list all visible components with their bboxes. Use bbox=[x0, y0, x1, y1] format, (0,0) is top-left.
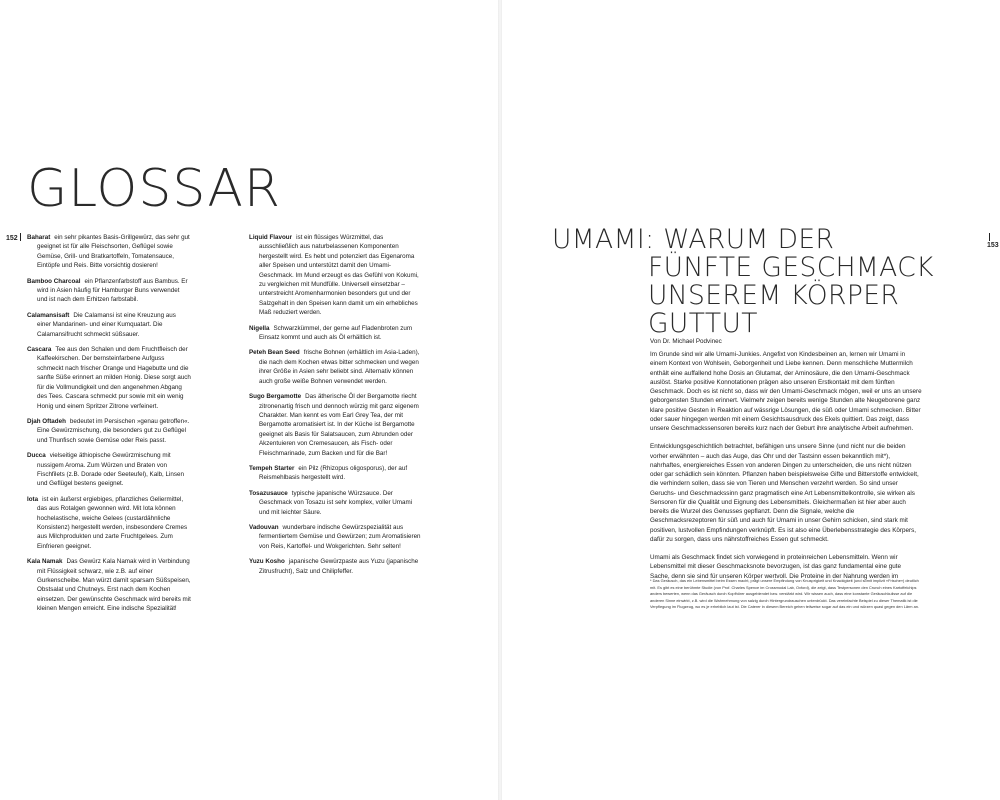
glossary-definition: Tee aus den Schalen und dem Fruchtfleisch der Kaffeekirschen. Der bernsteinfarbene Aufguss schmeckt nach frischer Orange und Hagebutte und die sanfte Süße erinnert an milden Honig. Diese sorgt auch für die Vollmundigkeit und den angenehmen Abgang des Tees. Cascara schmeckt pur sowie mit ein wenig Honig und einem Spritzer Zitrone verfeinert. bbox=[37, 346, 191, 410]
glossary-entry bbox=[249, 233, 424, 318]
article-title-line: FÜNFTE GESCHMACK bbox=[648, 252, 934, 283]
glossary-definition: Das ätherische Öl der Bergamotte riecht zitronenartig frisch und dennoch würzig mit ganz eigenem Charakter. Man kennt es vom Earl Grey Tea, der mit Bergamotte aromatisiert ist. In der Küche ist Bergamotte geeignet als Basis für Salatsaucen, zum Abrunden oder Akzentuieren von Cremesaucen, als Fisch- oder Fleischmarinade, zum Backen und für die Bar! bbox=[259, 393, 419, 457]
glossary-term: Sugo Bergamotte bbox=[249, 393, 302, 401]
glossary-entry bbox=[249, 464, 424, 483]
glossary-entry bbox=[27, 233, 191, 271]
glossary-entry bbox=[27, 451, 191, 489]
article-title-line: GUTTUT bbox=[648, 308, 758, 339]
glossary-definition: wunderbare indische Gewürzspezialität aus fermentiertem Gemüse und Gewürzen; zum Aromatisieren von Reis, Kartoffel- und Wokgerichten. Sehr selten! bbox=[259, 523, 421, 550]
footnote: * Das Geräusch, das ein Lebensmittel beim Essen macht, prägt unsere Empfindung von Knusprigkeit und Knackigkeit (und somit implizit »Frische«) deutlich mit. Es gibt es eine berühmte Studie (von Prof. Charles Spence im Crossmodal Lab, Oxford), die zeigt, dass Testpersonen den Crunch eines Kartoffelchips anders bewerten, wenn das Geräusch durch Kopfhörer ausgeblendet bzw. verstärkt wird. Wir wissen auch, dass eine konstante Geräuschkulisse auf die anderen Sinne einwirkt, z.B. wird die Wahrnehmung von salzig durch Hintergrundrauschen unterdrückt. Das vereinfachte Beispiel zu dieser Thematik ist die Verpflegung im Flugzeug, wo es je erheblich laut ist. Die Caterer in diesem Bereich gehen teilweise sogar auf das ein und würzen quasi gegen den Lärm an. bbox=[650, 578, 920, 610]
glossary-entry bbox=[249, 489, 424, 517]
glossary-definition: ein Pilz (Rhizopus oligosporus), der auf Reismehlbasis hergestellt wird. bbox=[259, 464, 408, 482]
glossary-entry bbox=[27, 277, 191, 305]
left-page bbox=[0, 0, 498, 800]
glossary-term: Cascara bbox=[27, 346, 52, 354]
glossary-term: Kala Namak bbox=[27, 558, 63, 566]
glossary-definition: ist ein flüssiges Würzmittel, das ausschließlich aus naturbelassenen Komponenten hergestellt wird. Es hebt und potenziert das Eigenaroma aller Speisen und unterstützt damit den Umami-Geschmack. Im Mund erzeugt es das Gefühl von Kokumi, zu vergleichen mit Mundfülle. Universell einsetzbar – unterstreicht Aromenharmonien besonders gut und der Salzgehalt in den Speisen kann damit um ein erhebliches Maß reduziert werden. bbox=[259, 234, 419, 317]
glossary-term: Liquid Flavour bbox=[249, 234, 293, 241]
glossary-definition: ein Pflanzenfarbstoff aus Bambus. Er wird in Asien häufig für Hamburger Buns verwendet und ist nach dem Erhitzen farbstabil. bbox=[37, 277, 188, 304]
glossary-term: Djah Oftadeh bbox=[27, 417, 66, 425]
glossary-definition: vielseitige äthiopische Gewürzmischung mit nussigem Aroma. Zum Würzen und Braten von Fischfilets (z.B. Dorade oder Seeteufel), Kalb, Linsen und Geflügel bestens geeignet. bbox=[37, 452, 184, 488]
glossary-definition: typische japanische Würzsauce. Der Geschmack von Tosazu ist sehr komplex, voller Umami und mit leichter Säure. bbox=[259, 489, 413, 516]
glossary-definition: Schwarzkümmel, der gerne auf Fladenbroten zum Einsatz kommt und auch als Öl erhältlich ist. bbox=[259, 324, 413, 342]
glossary-term: Yuzu Kosho bbox=[249, 558, 285, 566]
author-byline: Von Dr. Michael Podvinec bbox=[650, 338, 722, 345]
article-paragraph: Im Grunde sind wir alle Umami-Junkies. Angefixt von Kindesbeinen an, lernen wir Umami in einem Kontext von Wohlsein, Geborgenheit und Liebe kennen. Denn menschliche Muttermilch enthält eine auffallend hohe Dosis an Glutamat, der Aminosäure, die den Umami-Geschmack auslöst. Starke positive Konnotationen prägen also unseren Erstkontakt mit dem fünften Geschmack. Doch es ist nicht so, dass wir den Umami-Geschmack mögen, weil er uns an unsere geborgensten Stunden erinnert. Vielmehr zeigen bereits wenige Stunden alte Neugeborene ganz klare positive Gesten in Reaktion auf wässrige Lösungen, die süß oder Umami schmecken. Bitter oder sauer hingegen werden mit einem Gesichtsausdruck des Ekels quittiert. Das zeigt, dass unsere Geschmackssensoren bereits kurz nach der Geburt ihre analytische Arbeit aufnehmen. bbox=[650, 351, 922, 432]
glossary-entry bbox=[249, 557, 424, 576]
glossary-term: Tosazusauce bbox=[249, 489, 288, 497]
glossary-term: Peteh Bean Seed bbox=[249, 349, 300, 357]
glossary-entry bbox=[249, 324, 424, 343]
glossary-entry bbox=[27, 495, 191, 551]
glossary-term: Baharat bbox=[27, 234, 51, 241]
page-number-right bbox=[987, 233, 1000, 249]
page-number-left-value: 152 bbox=[6, 235, 18, 242]
page-number-right-value: 153 bbox=[987, 242, 999, 249]
article-title-line: UMAMI: WARUM DER bbox=[552, 224, 835, 255]
glossary-column-1 bbox=[27, 233, 191, 620]
glossary-definition: ein sehr pikantes Basis-Grillgewürz, das sehr gut geeignet ist für alle Fleischsorten, Geflügel sowie Gemüse, Grill- und Bratkartoffeln, Tomatensauce, Eintöpfe und Reis. Bitte vorsichtig dosieren! bbox=[37, 234, 190, 270]
glossary-term: Iota bbox=[27, 495, 39, 503]
article-paragraph: Entwicklungsgeschichtlich betrachtet, befähigen uns unsere Sinne (und nicht nur die beiden vorher erwähnten – auch das Auge, das Ohr und der Tastsinn essen bekanntlich mit*), nahrhaftes, energiereiches Essen von anderen Dingen zu unterscheiden, die uns nicht nützen oder gar schädlich sein könnten. Pflanzen haben beispielsweise Gifte und Bitterstoffe entwickelt, die verhindern sollen, dass sie von Tieren und Menschen verzehrt werden. So sind unser Geruchs- und Geschmackssinn ganz pragmatisch eine Art Lebensmittelkontrolle, sie wirken als Sensoren für die Qualität und Eignung des Lebensmittels. Gleichermaßen ist hier aber auch bereits die Wurzel des Genusses gepflanzt. Denn die Signale, welche die Geschmacksrezeptoren für süß und auch für Umami in unser Gehirn schicken, sind stark mit positiven, lustvollen Empfindungen verknüpft. Es ist also eine Überlebensstrategie des Körpers, dafür zu sorgen, dass uns nährstoffreiches Essen gut schmeckt. bbox=[650, 443, 919, 543]
glossary-term: Ducca bbox=[27, 452, 46, 460]
glossary-term: Vadouvan bbox=[249, 523, 279, 531]
glossary-entry bbox=[249, 348, 424, 386]
glossary-definition: japanische Gewürzpaste aus Yuzu (japanische Zitrusfrucht), Salz und Chilipfeffer. bbox=[259, 558, 419, 575]
glossary-entry bbox=[249, 523, 424, 551]
glossary-entry bbox=[27, 557, 191, 613]
article-title-line: UNSEREM KÖRPER bbox=[648, 280, 900, 311]
glossary-term: Tempeh Starter bbox=[249, 464, 295, 472]
glossary-column-2 bbox=[249, 233, 424, 582]
glossary-definition: Die Calamansi ist eine Kreuzung aus einer Mandarinen- und einer Kumquatart. Die Calamansifrucht schmeckt süßsauer. bbox=[37, 311, 176, 338]
page-number-left bbox=[6, 233, 23, 242]
glossary-entry bbox=[27, 345, 191, 411]
glossary-definition: Das Gewürz Kala Namak wird in Verbindung mit Flüssigkeit schwarz, wie z.B. auf einer Gurkenscheibe. Man würzt damit sparsam Süßspeisen, Obstsalat und Chutneys. Erst nach dem Kochen einsetzen. Der gewünschte Geschmack wird bereits mit kleinen Mengen erreicht. Eine indische Spezialität! bbox=[37, 558, 191, 613]
page-number-divider bbox=[20, 233, 21, 241]
glossary-title: GLOSSAR bbox=[27, 159, 282, 219]
article-title bbox=[552, 226, 934, 338]
glossary-definition: ist ein äußerst ergiebiges, pflanzliches Geliermittel, das aus Rotalgen gewonnen wird. Mit Iota können hochelastische, weiche Gelees (custardähnliche Konsistenz) hergestellt werden, insbesondere Cremes aus Milchprodukten und zarte Fruchtgelees. Zum Einfrieren geeignet. bbox=[37, 495, 188, 550]
glossary-entry bbox=[27, 311, 191, 339]
glossary-definition: bedeutet im Persischen »genau getroffen«. Eine Gewürzmischung, die besonders gut zu Geflügel und Thunfisch sowie Gemüse oder Reis passt. bbox=[37, 417, 190, 444]
glossary-definition: frische Bohnen (erhältlich im Asia-Laden), die nach dem Kochen etwas bitter schmecken und wegen ihrer Größe in Asien sehr beliebt sind. Alternativ können auch große weiße Bohnen verwendet werden. bbox=[259, 349, 420, 385]
article-paragraph: Umami als Geschmack findet sich vorwiegend in proteinreichen Lebensmitteln. Wenn wir Lebensmittel mit dieser Geschmacksnote bevorzugen, ist das ganz fundamental eine gute Sache, denn sie sind für unseren Körper wertvoll. Die Proteine in der Nahrung werden im bbox=[650, 554, 901, 580]
glossary-term: Nigella bbox=[249, 324, 270, 332]
article-body bbox=[650, 350, 922, 590]
glossary-entry bbox=[249, 392, 424, 458]
page-number-divider bbox=[989, 233, 990, 241]
glossary-term: Calamansisaft bbox=[27, 311, 70, 319]
glossary-entry bbox=[27, 417, 191, 445]
glossary-term: Bamboo Charcoal bbox=[27, 277, 81, 285]
